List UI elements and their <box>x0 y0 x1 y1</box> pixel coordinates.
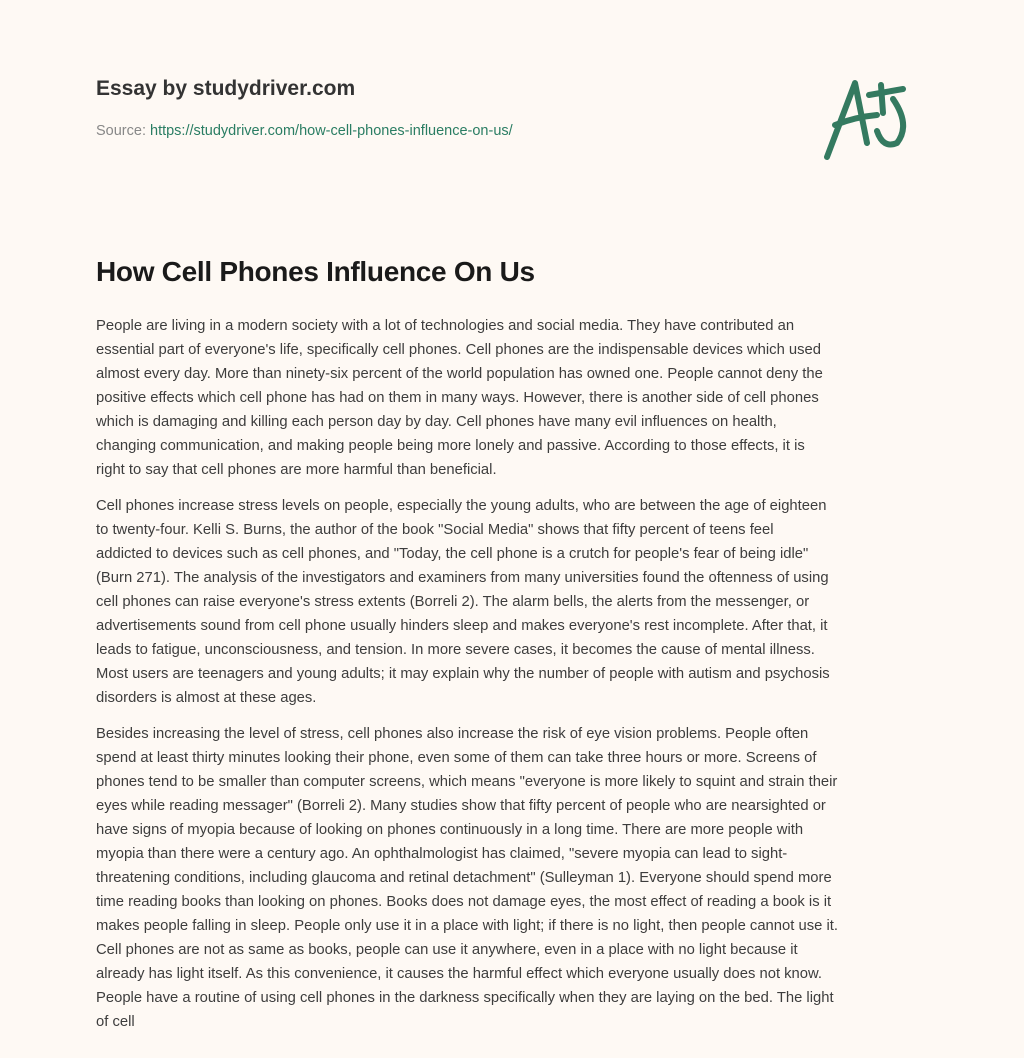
paragraph-line: myopia than there were a century ago. An ophthalmologist has claimed, "severe myopia can lead to sight- <box>96 846 788 862</box>
essay-body <box>96 314 956 1046</box>
paragraph-line: changing communication, and making people being more lonely and passive. According to those effects, it is <box>96 438 805 454</box>
paragraph-line: cell phones can raise everyone's stress extents (Borreli 2). The alarm bells, the alerts from the messenger, or <box>96 594 810 610</box>
paragraph-line: advertisements sound from cell phone usually hinders sleep and makes everyone's rest incomplete. After that, it <box>96 618 828 634</box>
paragraph-line: of cell <box>96 1014 135 1030</box>
paragraph-line: eyes while reading messager" (Borreli 2). Many studies show that fifty percent of people who are nearsighted or <box>96 798 826 814</box>
paragraph-line: leads to fatigue, unconsciousness, and tension. In more severe cases, it becomes the cause of mental illness. <box>96 642 815 658</box>
paragraph-line: Most users are teenagers and young adults; it may explain why the number of people with autism and psychosis <box>96 666 830 682</box>
essay-paragraph <box>96 722 956 1034</box>
paragraph-line: threatening conditions, including glaucoma and retinal detachment" (Sulleyman 1). Everyone should spend more <box>96 870 832 886</box>
paragraph-line: addicted to devices such as cell phones, and "Today, the cell phone is a crutch for people's fear of being idle" <box>96 546 809 562</box>
paragraph-line: time reading books than looking on phones. Books does not damage eyes, the most effect of reading a book is it <box>96 894 832 910</box>
paragraph-line: makes people falling in sleep. People only use it in a place with light; if there is no light, then people cannot use it. <box>96 918 838 934</box>
paragraph-line: phones tend to be smaller than computer screens, which means "everyone is more likely to squint and strain their <box>96 774 838 790</box>
paragraph-line: to twenty-four. Kelli S. Burns, the author of the book "Social Media" shows that fifty percent of teens feel <box>96 522 774 538</box>
paragraph-line: People have a routine of using cell phones in the darkness specifically when they are laying on the bed. The light <box>96 990 834 1006</box>
paragraph-line: Cell phones are not as same as books, people can use it anywhere, even in a place with no light because it <box>96 942 798 958</box>
site-brand: Essay by studydriver.com <box>96 77 356 100</box>
paragraph-line: right to say that cell phones are more harmful than beneficial. <box>96 462 497 478</box>
paragraph-line: already has light itself. As this convenience, it causes the harmful effect which everyone usually does not know. <box>96 966 823 982</box>
source-line <box>96 123 513 139</box>
paragraph-line: Cell phones increase stress levels on people, especially the young adults, who are between the age of eighteen <box>96 498 827 514</box>
paragraph-line: essential part of everyone's life, specifically cell phones. Cell phones are the indispensable devices which used <box>96 342 821 358</box>
paragraph-line: Besides increasing the level of stress, cell phones also increase the risk of eye vision problems. People often <box>96 726 809 742</box>
paragraph-line: almost every day. More than ninety-six percent of the world population has owned one. People cannot deny the <box>96 366 823 382</box>
essay-paragraph <box>96 314 956 482</box>
a-plus-logo-icon <box>815 65 935 175</box>
paragraph-line: People are living in a modern society with a lot of technologies and social media. They have contributed an <box>96 318 795 334</box>
paragraph-line: (Burn 271). The analysis of the investigators and examiners from many universities found the oftenness of using <box>96 570 829 586</box>
essay-title: How Cell Phones Influence On Us <box>96 256 535 287</box>
essay-paragraph <box>96 494 956 710</box>
paragraph-line: have signs of myopia because of looking on phones continuously in a long time. There are more people with <box>96 822 804 838</box>
source-link[interactable]: https://studydriver.com/how-cell-phones-influence-on-us/ <box>150 123 513 139</box>
paragraph-line: disorders is almost at these ages. <box>96 690 317 706</box>
paragraph-line: spend at least thirty minutes looking their phone, even some of them can take three hours or more. Screens of <box>96 750 817 766</box>
paragraph-line: which is damaging and killing each person day by day. Cell phones have many evil influences on health, <box>96 414 777 430</box>
paragraph-line: positive effects which cell phone has had on them in many ways. However, there is another side of cell phones <box>96 390 819 406</box>
source-label: Source: <box>96 123 150 139</box>
